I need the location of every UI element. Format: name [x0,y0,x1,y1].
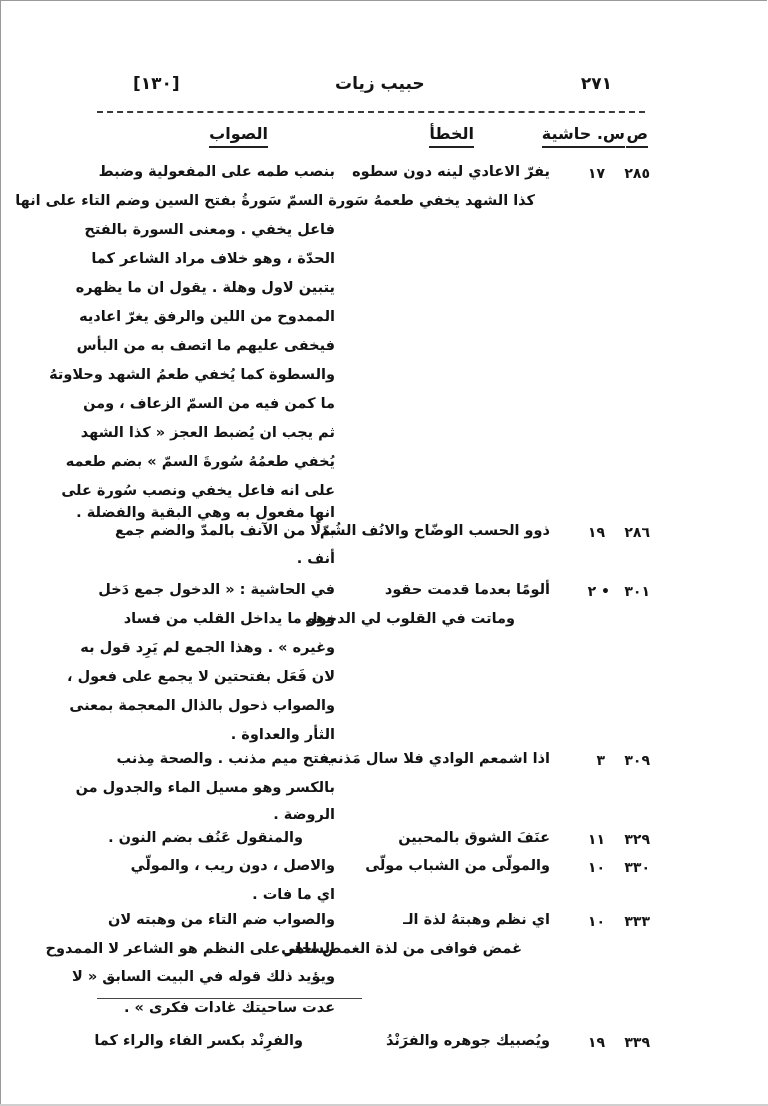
row-line: ١١ [587,832,605,848]
row-correction: في الحاشية : « الدخول جمع دَخل [98,582,335,598]
row-correction-line: ما كمن فيه من السمّ الزعاف ، ومن [83,396,335,412]
header-error-col: الخطأ [429,124,474,148]
row-correction: والاصل ، دون ريب ، والمولّي [130,858,335,874]
row-correction-line: الثأر والعداوة . [230,727,335,743]
row-error: ذوو الحسب الوضّاح والانُف الشُمّ [319,523,550,539]
row-page: ٣٣٩ [624,1035,650,1051]
bracket-page-number: [١٣٠] [133,74,180,94]
row-correction-line: الروضة . [273,807,335,823]
row-correction-line: عدت ساحيتك غادات فكرى » . [123,1000,335,1016]
row-correction: والفرِنْد بكسر الفاء والراء كما [94,1033,303,1049]
row-page: ٢٨٦ [624,525,650,541]
row-error: اي نظم وهبتهُ لذة الـ [403,912,550,928]
row-correction: بفتح ميم مذنب . والصحة مِذنب [116,751,335,767]
row-correction-line: الساهر على النظم هو الشاعر لا الممدوح [45,941,335,957]
row-correction-line: يُخفي طعمُهُ سُورةَ السمّ » بضم طعمه [65,454,335,470]
row-correction-line: بالكسر وهو مسيل الماء والجدول من [75,780,335,796]
row-correction-line: انها مفعول به وهي البقية والفضلة . [76,505,335,521]
row-line: ١٩ [587,1035,605,1051]
header-correction-col: الصواب [209,124,268,148]
header-page-col: ص [626,124,648,148]
row-correction-line: ويؤيد ذلك قوله في البيت السابق « لا [72,969,335,985]
header-divider [97,111,645,113]
row-correction: والمنقول عَنُف بضم النون . [108,830,303,846]
row-error: ويُصبيك جوهره والفرَنْدُ [385,1033,550,1049]
row-error: عنَفَ الشوق بالمحبين [398,830,550,846]
row-line: • ٢ [587,584,610,600]
footnote-rule [97,998,362,999]
row-error: يفرّ الاعادي لينه دون سطوه [352,164,550,180]
row-correction: بنصب طمه على المفعولية وضبط [98,164,335,180]
row-page: ٣٠٩ [624,753,650,769]
row-correction-line: على انه فاعل يخفي ونصب سُورة على [61,483,335,499]
row-correction-line: يتبين لاول وهلة . يقول ان ما يظهره [75,280,335,296]
row-error-line: وماتت في القلوب لي الدخول [304,611,515,627]
page-number: ٢٧١ [580,74,612,94]
row-error-line: غمض فوافى من لذة الغمض احلى [281,941,522,957]
row-page: ٣٢٩ [624,832,650,848]
row-page: ٣٣٠ [624,860,650,876]
row-correction-line: والصواب ذحول بالذال المعجمة بمعنى [69,698,335,714]
row-page: ٣٠١ [624,584,650,600]
row-error: اذا اشمعم الوادي فلا سال مَذنب [322,751,550,767]
row-correction: والصواب ضم التاء من وهبته لان [107,912,335,928]
row-correction-line: وغيره » . وهذا الجمع لم يَرِد قول به [80,640,335,656]
row-page: ٣٣٣ [624,914,650,930]
row-error: ألومًا بعدما قدمت حقود [384,582,550,598]
row-error: والمولّى من الشباب مولّى [365,858,550,874]
row-correction-line: فيخفى عليهم ما اتصف به من البأس [76,338,335,354]
header-line-col: س. حاشية [542,124,625,148]
row-correction-line: الحدّة ، وهو خلاف مراد الشاعر كما [91,251,335,267]
row-correction-line: أنف . [296,551,335,567]
row-line: ١٩ [587,525,605,541]
row-line: ١٧ [587,166,605,182]
row-line: ١٠ [587,860,605,876]
row-correction: بدلًا من الآنف بالمدّ والضم جمع [115,523,335,539]
row-correction-line: لان فَعَل بفتحتين لا يجمع على فعول ، [67,669,335,685]
row-correction-line: كذا الشهد يخفي طعمهُ سَورة السمّ سَورةُ بفتح السين وضم التاء على انها [15,193,535,209]
row-line: ٣ [596,753,605,769]
row-correction-line: والسطوة كما يُخفي طعمُ الشهد وحلاوتهُ [49,367,335,383]
row-correction-line: وهو ما يداخل القلب من فساد [123,611,335,627]
page-title: حبيب زيات [335,74,425,94]
row-correction-line: ثم يجب ان يُضبط العجز « كذا الشهد [80,425,335,441]
row-correction-line: اي ما فات . [252,887,335,903]
row-correction-line: فاعل يخفي . ومعنى السورة بالفتح [84,222,335,238]
row-line: ١٠ [587,914,605,930]
row-page: ٢٨٥ [624,166,650,182]
row-correction-line: الممدوح من اللين والرفق يغرّ اعاديه [79,309,335,325]
